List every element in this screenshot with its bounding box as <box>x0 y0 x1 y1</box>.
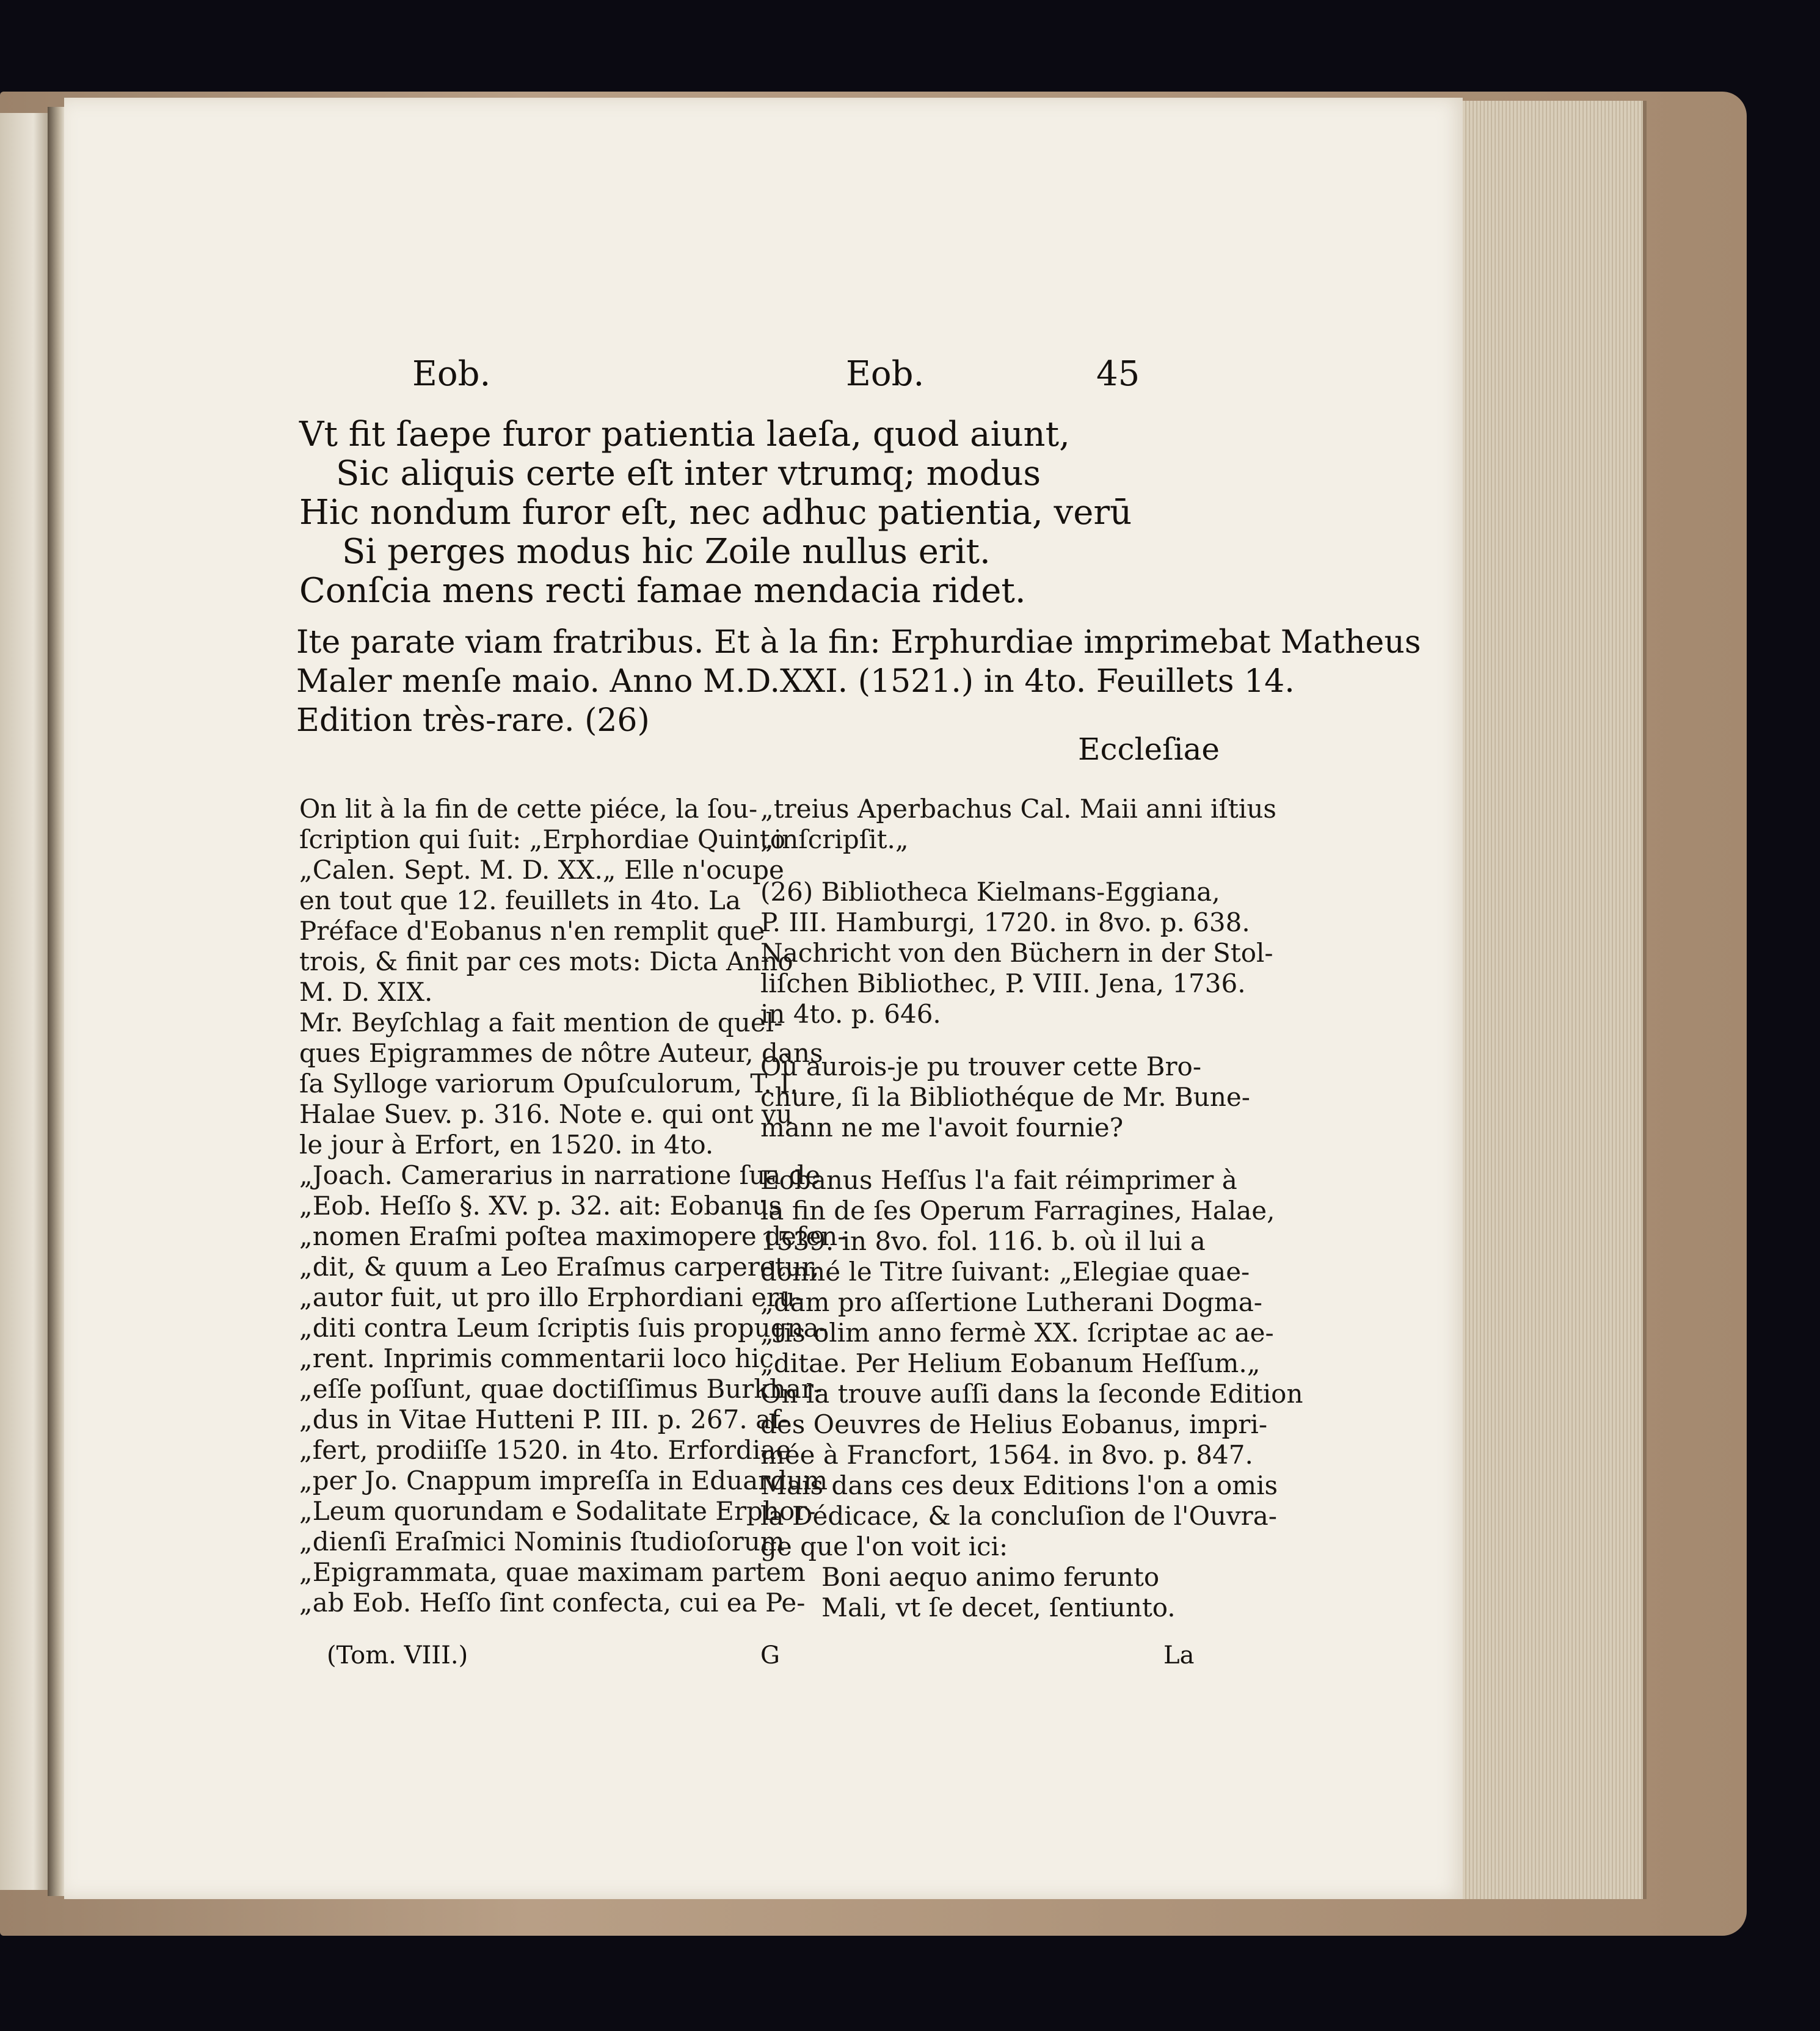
column-line: „Joach. Camerarius in narratione ſua de <box>299 1160 821 1190</box>
column-line: „autor fuit, ut pro illo Erphordiani eru- <box>299 1282 804 1312</box>
paragraph-gap <box>760 855 1200 877</box>
column-line: Halae Suev. p. 316. Note e. qui ont vu <box>299 1099 793 1129</box>
column-line: Mr. Beyſchlag a fait mention de quel- <box>299 1008 783 1037</box>
poem-line: Si perges modus hic Zoile nullus erit. <box>342 532 991 572</box>
column-line: „diti contra Leum ſcriptis ſuis propugna- <box>299 1313 828 1343</box>
column-line: „fert, prodiiſſe 1520. in 4to. Erfordiae <box>299 1435 792 1465</box>
catchword-top: Eccleſiae <box>1078 732 1220 767</box>
footnote-line: (26) Bibliotheca Kielmans-Eggiana, <box>760 877 1220 907</box>
column-line: Mais dans ces deux Editions l'on a omis <box>760 1470 1278 1500</box>
column-line: „tis olim anno fermè XX. ſcriptae ac ae- <box>760 1318 1274 1348</box>
poem-line: Conſcia mens recti famae mendacia ridet. <box>299 571 1026 611</box>
column-line: 1539. in 8vo. fol. 116. b. où il lui a <box>760 1226 1206 1256</box>
column-line: la fin de ſes Operum Farragines, Halae, <box>760 1196 1275 1226</box>
running-head-center: Eob. <box>846 354 925 394</box>
colophon-line: Edition très-rare. (26) <box>296 702 650 739</box>
paragraph-gap <box>760 1143 1200 1165</box>
column-line: la Dédicace, & la concluſion de l'Ouvra- <box>760 1501 1277 1531</box>
column-line: mée à Francfort, 1564. in 8vo. p. 847. <box>760 1440 1253 1470</box>
column-line: „rent. Inprimis commentarii loco hic <box>299 1343 774 1373</box>
column-line: ſcription qui ſuit: „Erphordiae Quinto <box>299 824 786 854</box>
footnote-line: liſchen Bibliothec, P. VIII. Jena, 1736. <box>760 968 1246 998</box>
footnote-line: in 4to. p. 646. <box>760 999 941 1029</box>
column-line: „dienſi Eraſmici Nominis ſtudioſorum <box>299 1527 785 1557</box>
column-line: „dus in Vitae Hutteni P. III. p. 267. af- <box>299 1404 788 1434</box>
right-column <box>760 794 1303 1623</box>
signature-mark: G <box>760 1641 780 1669</box>
column-line: donné le Titre ſuivant: „Elegiae quae- <box>760 1257 1250 1287</box>
column-line: le jour à Erfort, en 1520. in 4to. <box>299 1130 714 1160</box>
column-line: „dam pro aſſertione Lutherani Dogma- <box>760 1287 1262 1317</box>
column-line: „ab Eob. Heſſo ſint confecta, cui ea Pe- <box>299 1588 806 1618</box>
column-line: „Leum quorundam e Sodalitate Erphor- <box>299 1496 816 1526</box>
column-line: Eobanus Heſſus l'a fait réimprimer à <box>760 1165 1237 1195</box>
column-line: „eſſe poſſunt, quae doctiſſimus Burkhar- <box>299 1374 823 1404</box>
verse-line: Boni aequo animo ferunto <box>821 1562 1160 1592</box>
left-page-edge <box>0 113 48 1890</box>
column-line: „nomen Eraſmi poſtea maximopere defen- <box>299 1221 846 1251</box>
running-head-left: Eob. <box>412 354 491 394</box>
poem-block <box>299 415 1276 611</box>
colophon-paragraph <box>296 623 1421 740</box>
book-page <box>64 98 1463 1899</box>
column-line: „per Jo. Cnappum impreſſa in Eduardum <box>299 1466 828 1495</box>
column-line: Où aurois-je pu trouver cette Bro- <box>760 1052 1202 1081</box>
volume-signature: (Tom. VIII.) <box>327 1641 468 1669</box>
colophon-line: Maler menſe maio. Anno M.D.XXI. (1521.) in 4to. Feuillets 14. <box>296 663 1295 700</box>
column-line: On la trouve auſſi dans la ſeconde Edition <box>760 1379 1303 1409</box>
column-line: On lit à la fin de cette piéce, la ſou- <box>299 794 758 824</box>
column-line: „dit, & quum a Leo Eraſmus carperetur, <box>299 1252 820 1282</box>
column-line: „treius Aperbachus Cal. Maii anni iſtius <box>760 794 1276 824</box>
colophon-line: Ite parate viam fratribus. Et à la fin: Erphurdiae imprimebat Matheus <box>296 624 1421 661</box>
column-line: en tout que 12. feuillets in 4to. La <box>299 885 741 915</box>
column-line: „inſcripſit.„ <box>760 824 909 854</box>
verse-line: Mali, vt ſe decet, ſentiunto. <box>821 1593 1176 1622</box>
column-line: Préface d'Eobanus n'en remplit que <box>299 916 765 946</box>
column-line: ge que l'on voit ici: <box>760 1531 1008 1561</box>
footnote-line: Nachricht von den Büchern in der Stol- <box>760 938 1273 968</box>
book-gutter <box>48 107 66 1896</box>
catchword-bottom: La <box>1163 1641 1195 1669</box>
footnote-line: P. III. Hamburgi, 1720. in 8vo. p. 638. <box>760 907 1250 937</box>
column-line: des Oeuvres de Helius Eobanus, impri- <box>760 1409 1268 1439</box>
column-line: „Calen. Sept. M. D. XX.„ Elle n'ocupe <box>299 855 784 885</box>
poem-line: Hic nondum furor eſt, nec adhuc patientia, verū <box>299 493 1132 532</box>
page-number: 45 <box>1096 354 1140 394</box>
column-line: „Epigrammata, quae maximam partem <box>299 1557 806 1587</box>
poem-line: Sic aliquis certe eſt inter vtrumq; modus <box>336 454 1041 493</box>
column-line: „ditae. Per Helium Eobanum Heſſum.„ <box>760 1348 1261 1378</box>
poem-line: Vt fit ſaepe furor patientia laeſa, quod aiunt, <box>299 415 1070 454</box>
column-line: M. D. XIX. <box>299 977 433 1007</box>
column-line: trois, & finit par ces mots: Dicta Anno <box>299 946 793 976</box>
column-line: chure, ſi la Bibliothéque de Mr. Bune- <box>760 1082 1250 1112</box>
column-line: ques Epigrammes de nôtre Auteur, dans <box>299 1038 823 1068</box>
page-content <box>64 98 1463 1899</box>
column-line: mann ne me l'avoit fournie? <box>760 1113 1124 1143</box>
column-line: ſa Sylloge variorum Opuſculorum, T. I. <box>299 1069 798 1099</box>
paragraph-gap <box>760 1030 1200 1052</box>
column-line: „Eob. Heſſo §. XV. p. 32. ait: Eobanus <box>299 1191 782 1221</box>
page-edges <box>1460 101 1647 1899</box>
